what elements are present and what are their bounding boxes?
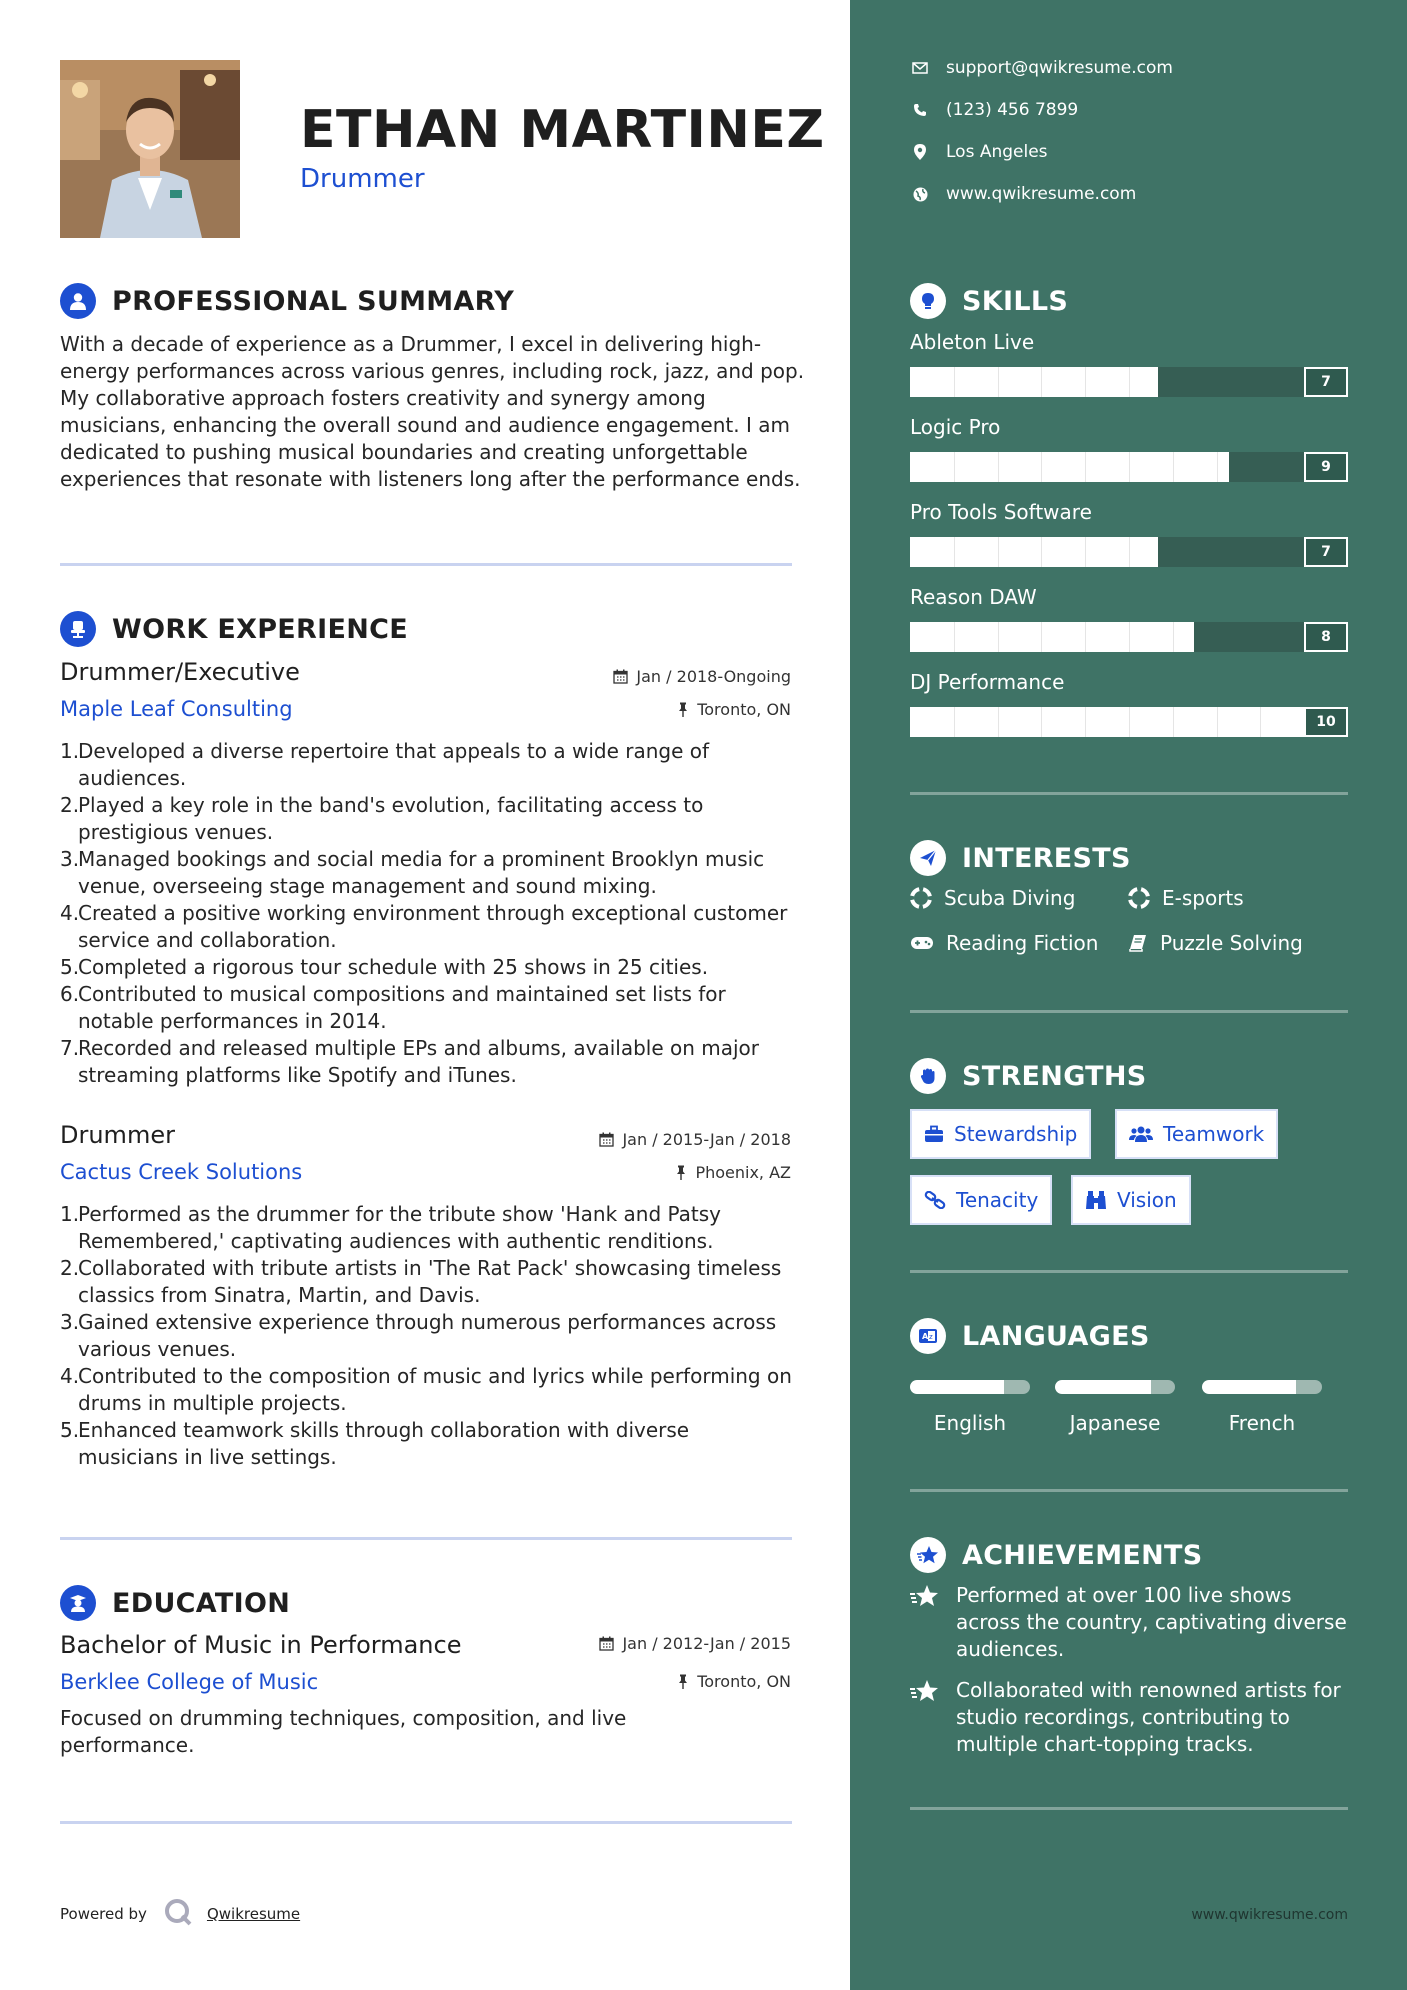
skill-bar-tick xyxy=(954,452,955,482)
language-level-bar xyxy=(1202,1380,1322,1394)
list-item: 1. Performed as the drummer for the tribute show 'Hank and Patsy Remembered,' captivating audiences with authentic renditions. xyxy=(60,1202,722,1253)
hand-icon xyxy=(910,1058,946,1094)
list-item: 6. Contributed to musical compositions and maintained set lists for notable performances in 2014. xyxy=(60,982,726,1033)
job-company: Cactus Creek Solutions xyxy=(60,1160,303,1184)
job-location: Phoenix, AZ xyxy=(675,1163,791,1182)
skill-score: 7 xyxy=(1304,367,1348,397)
skill-bar-tick xyxy=(998,707,999,737)
education-description: Focused on drumming techniques, composition, and live performance. xyxy=(60,1706,627,1757)
achievements-heading: ACHIEVEMENTS xyxy=(910,1537,1203,1573)
skill-bar-tick xyxy=(1041,537,1042,567)
strength-chip: Teamwork xyxy=(1115,1109,1278,1159)
skill-bar-tick xyxy=(1129,707,1130,737)
user-icon xyxy=(60,283,96,319)
skill-level-fill xyxy=(910,537,1158,567)
skill-bar-tick xyxy=(998,367,999,397)
contact-location: Los Angeles xyxy=(910,142,1048,162)
skill-level-bar xyxy=(910,367,1348,397)
skill-bar-tick xyxy=(1217,707,1218,737)
star-icon xyxy=(910,1582,940,1663)
candidate-title: Drummer xyxy=(300,164,425,194)
job-bullets xyxy=(60,1201,795,1471)
skill-bar-tick xyxy=(1217,452,1218,482)
skill-bar-tick xyxy=(1085,452,1086,482)
skill-name: Reason DAW xyxy=(910,585,1037,609)
language-name: French xyxy=(1228,1411,1296,1435)
language-level-fill xyxy=(1202,1380,1296,1394)
star-icon xyxy=(910,1677,940,1758)
section-divider xyxy=(60,1821,792,1824)
list-item: 1. Developed a diverse repertoire that appeals to a wide range of audiences. xyxy=(60,739,710,790)
education-dates: Jan / 2012-Jan / 2015 xyxy=(599,1634,791,1653)
achievement-item: Performed at over 100 live shows across the country, captivating diverse audiences. xyxy=(910,1582,1350,1663)
strength-chip: Tenacity xyxy=(910,1175,1052,1225)
education-location: Toronto, ON xyxy=(677,1672,791,1691)
skill-bar-tick xyxy=(1129,537,1130,567)
language-level-bar xyxy=(910,1380,1030,1394)
footer-powered-by: Powered by Qwikresume xyxy=(60,1897,300,1931)
link-icon xyxy=(924,1191,946,1209)
experience-heading: WORK EXPERIENCE xyxy=(60,611,408,647)
strengths-heading: STRENGTHS xyxy=(910,1058,1147,1094)
pin-icon xyxy=(675,1165,687,1180)
skill-bar-tick xyxy=(1260,707,1261,737)
skill-level-fill xyxy=(910,367,1158,397)
envelope-icon xyxy=(910,62,930,74)
job-company: Maple Leaf Consulting xyxy=(60,697,293,721)
skill-bar-tick xyxy=(1173,707,1174,737)
pin-icon xyxy=(677,702,689,717)
skill-level-bar xyxy=(910,622,1348,652)
degree-title: Bachelor of Music in Performance xyxy=(60,1631,462,1659)
skill-score: 7 xyxy=(1304,537,1348,567)
qwikresume-link[interactable]: Qwikresume xyxy=(206,1905,301,1923)
skill-score: 10 xyxy=(1304,707,1348,737)
skill-score: 9 xyxy=(1304,452,1348,482)
job-dates: Jan / 2018-Ongoing xyxy=(613,667,791,686)
skill-level-fill xyxy=(910,622,1194,652)
briefcase-icon xyxy=(924,1125,944,1143)
pin-icon xyxy=(677,1674,689,1689)
list-item: 7. Recorded and released multiple EPs and albums, available on major streaming platforms like Spotify and iTunes. xyxy=(60,1036,760,1087)
contact-website: www.qwikresume.com xyxy=(910,184,1136,204)
interest-item: Puzzle Solving xyxy=(1128,931,1303,955)
list-item: 3. Gained extensive experience through numerous performances across various venues. xyxy=(60,1310,777,1361)
job-title: Drummer xyxy=(60,1121,175,1149)
users-icon xyxy=(1129,1125,1153,1143)
graduate-icon xyxy=(60,1585,96,1621)
gamepad-icon xyxy=(910,935,934,951)
section-divider xyxy=(910,1807,1348,1810)
map-marker-icon xyxy=(910,144,930,160)
language-name: English xyxy=(933,1411,1007,1435)
skill-bar-tick xyxy=(1085,537,1086,567)
strength-chip: Vision xyxy=(1071,1175,1191,1225)
calendar-icon xyxy=(599,1636,614,1651)
skills-heading: SKILLS xyxy=(910,283,1068,319)
life-ring-icon xyxy=(910,887,932,909)
section-divider xyxy=(910,1270,1348,1273)
skill-bar-tick xyxy=(954,622,955,652)
job-bullets xyxy=(60,738,795,1089)
list-item: 4. Created a positive working environment through exceptional customer service and collaboration. xyxy=(60,901,788,952)
skill-name: Logic Pro xyxy=(910,415,1001,439)
section-divider xyxy=(910,1489,1348,1492)
language-icon xyxy=(910,1318,946,1354)
skill-bar-tick xyxy=(1041,707,1042,737)
list-item: 5. Enhanced teamwork skills through collaboration with diverse musicians in live settings. xyxy=(60,1418,690,1469)
skill-bar-tick xyxy=(998,622,999,652)
profile-photo xyxy=(60,60,240,238)
sidebar xyxy=(850,0,1407,1990)
list-item: 5. Completed a rigorous tour schedule with 25 shows in 25 cities. xyxy=(60,955,709,979)
svg-text:A: A xyxy=(922,1332,929,1341)
skill-bar-tick xyxy=(1129,622,1130,652)
skill-bar-tick xyxy=(1129,367,1130,397)
binoculars-icon xyxy=(1085,1190,1107,1210)
skill-bar-tick xyxy=(1085,367,1086,397)
job-dates: Jan / 2015-Jan / 2018 xyxy=(599,1130,791,1149)
list-item: 2. Collaborated with tribute artists in 'The Rat Pack' showcasing timeless classics from Sinatra, Martin, and Davis. xyxy=(60,1256,782,1307)
interest-item: Reading Fiction xyxy=(910,931,1098,955)
skill-bar-tick xyxy=(954,707,955,737)
section-divider xyxy=(910,792,1348,795)
skill-level-bar xyxy=(910,537,1348,567)
school-name: Berklee College of Music xyxy=(60,1670,319,1694)
candidate-name: ETHAN MARTINEZ xyxy=(300,100,825,160)
section-divider xyxy=(910,1010,1348,1013)
contact-email: support@qwikresume.com xyxy=(910,58,1173,78)
lightbulb-icon xyxy=(910,283,946,319)
chair-icon xyxy=(60,611,96,647)
skill-bar-tick xyxy=(954,367,955,397)
skill-name: Pro Tools Software xyxy=(910,500,1092,524)
interest-item: E-sports xyxy=(1128,886,1244,910)
skill-bar-tick xyxy=(998,537,999,567)
strength-chip: Stewardship xyxy=(910,1109,1091,1159)
calendar-icon xyxy=(599,1132,614,1147)
life-ring-icon xyxy=(1128,887,1150,909)
calendar-icon xyxy=(613,669,628,684)
job-title: Drummer/Executive xyxy=(60,658,300,686)
skill-score: 8 xyxy=(1304,622,1348,652)
job-location: Toronto, ON xyxy=(677,700,791,719)
interests-heading: INTERESTS xyxy=(910,840,1131,876)
contact-phone: (123) 456 7899 xyxy=(910,100,1078,120)
list-item: 2. Played a key role in the band's evolution, facilitating access to prestigious venues. xyxy=(60,793,704,844)
education-heading: EDUCATION xyxy=(60,1585,290,1621)
skill-level-bar xyxy=(910,707,1348,737)
star-icon xyxy=(910,1537,946,1573)
skill-bar-tick xyxy=(1173,622,1174,652)
list-item: 4. Contributed to the composition of music and lyrics while performing on drums in multiple projects. xyxy=(60,1364,792,1415)
skill-level-bar xyxy=(910,452,1348,482)
language-level-fill xyxy=(910,1380,1004,1394)
svg-text:z: z xyxy=(929,1333,933,1341)
skill-bar-tick xyxy=(1129,452,1130,482)
skill-bar-tick xyxy=(998,452,999,482)
section-divider xyxy=(60,563,792,566)
skill-bar-tick xyxy=(1041,367,1042,397)
language-name: Japanese xyxy=(1069,1411,1161,1435)
book-icon xyxy=(1128,933,1148,953)
skill-bar-tick xyxy=(954,537,955,567)
skill-bar-tick xyxy=(1085,707,1086,737)
languages-heading: A z LANGUAGES xyxy=(910,1318,1150,1354)
paper-plane-icon xyxy=(910,840,946,876)
skill-bar-tick xyxy=(1041,622,1042,652)
footer-website: www.qwikresume.com xyxy=(1191,1907,1348,1923)
skill-name: DJ Performance xyxy=(910,670,1065,694)
language-level-bar xyxy=(1055,1380,1175,1394)
skill-bar-tick xyxy=(1085,622,1086,652)
skill-bar-tick xyxy=(1173,452,1174,482)
phone-icon xyxy=(910,103,930,117)
skill-name: Ableton Live xyxy=(910,330,1035,354)
globe-icon xyxy=(910,187,930,202)
summary-heading: PROFESSIONAL SUMMARY xyxy=(60,283,514,319)
achievement-item: Collaborated with renowned artists for studio recordings, contributing to multiple chart-topping tracks. xyxy=(910,1677,1350,1758)
list-item: 3. Managed bookings and social media for a prominent Brooklyn music venue, overseeing stage management and sound mixing. xyxy=(60,847,765,898)
skill-level-fill xyxy=(910,452,1229,482)
language-level-fill xyxy=(1055,1380,1151,1394)
interest-item: Scuba Diving xyxy=(910,886,1075,910)
section-divider xyxy=(60,1537,792,1540)
skill-bar-tick xyxy=(1041,452,1042,482)
summary-text: With a decade of experience as a Drummer, I excel in delivering high-energy performances across various genres, including rock, jazz, and pop. My collaborative approach fosters creativity and synergy among musicians, enhancing the overall sound and audience engagement. I am dedicated to pushing musical boundaries and creating unforgettable experiences that resonate with listeners long after the performance ends. xyxy=(60,332,805,491)
qwikresume-logo-icon xyxy=(163,1897,193,1931)
